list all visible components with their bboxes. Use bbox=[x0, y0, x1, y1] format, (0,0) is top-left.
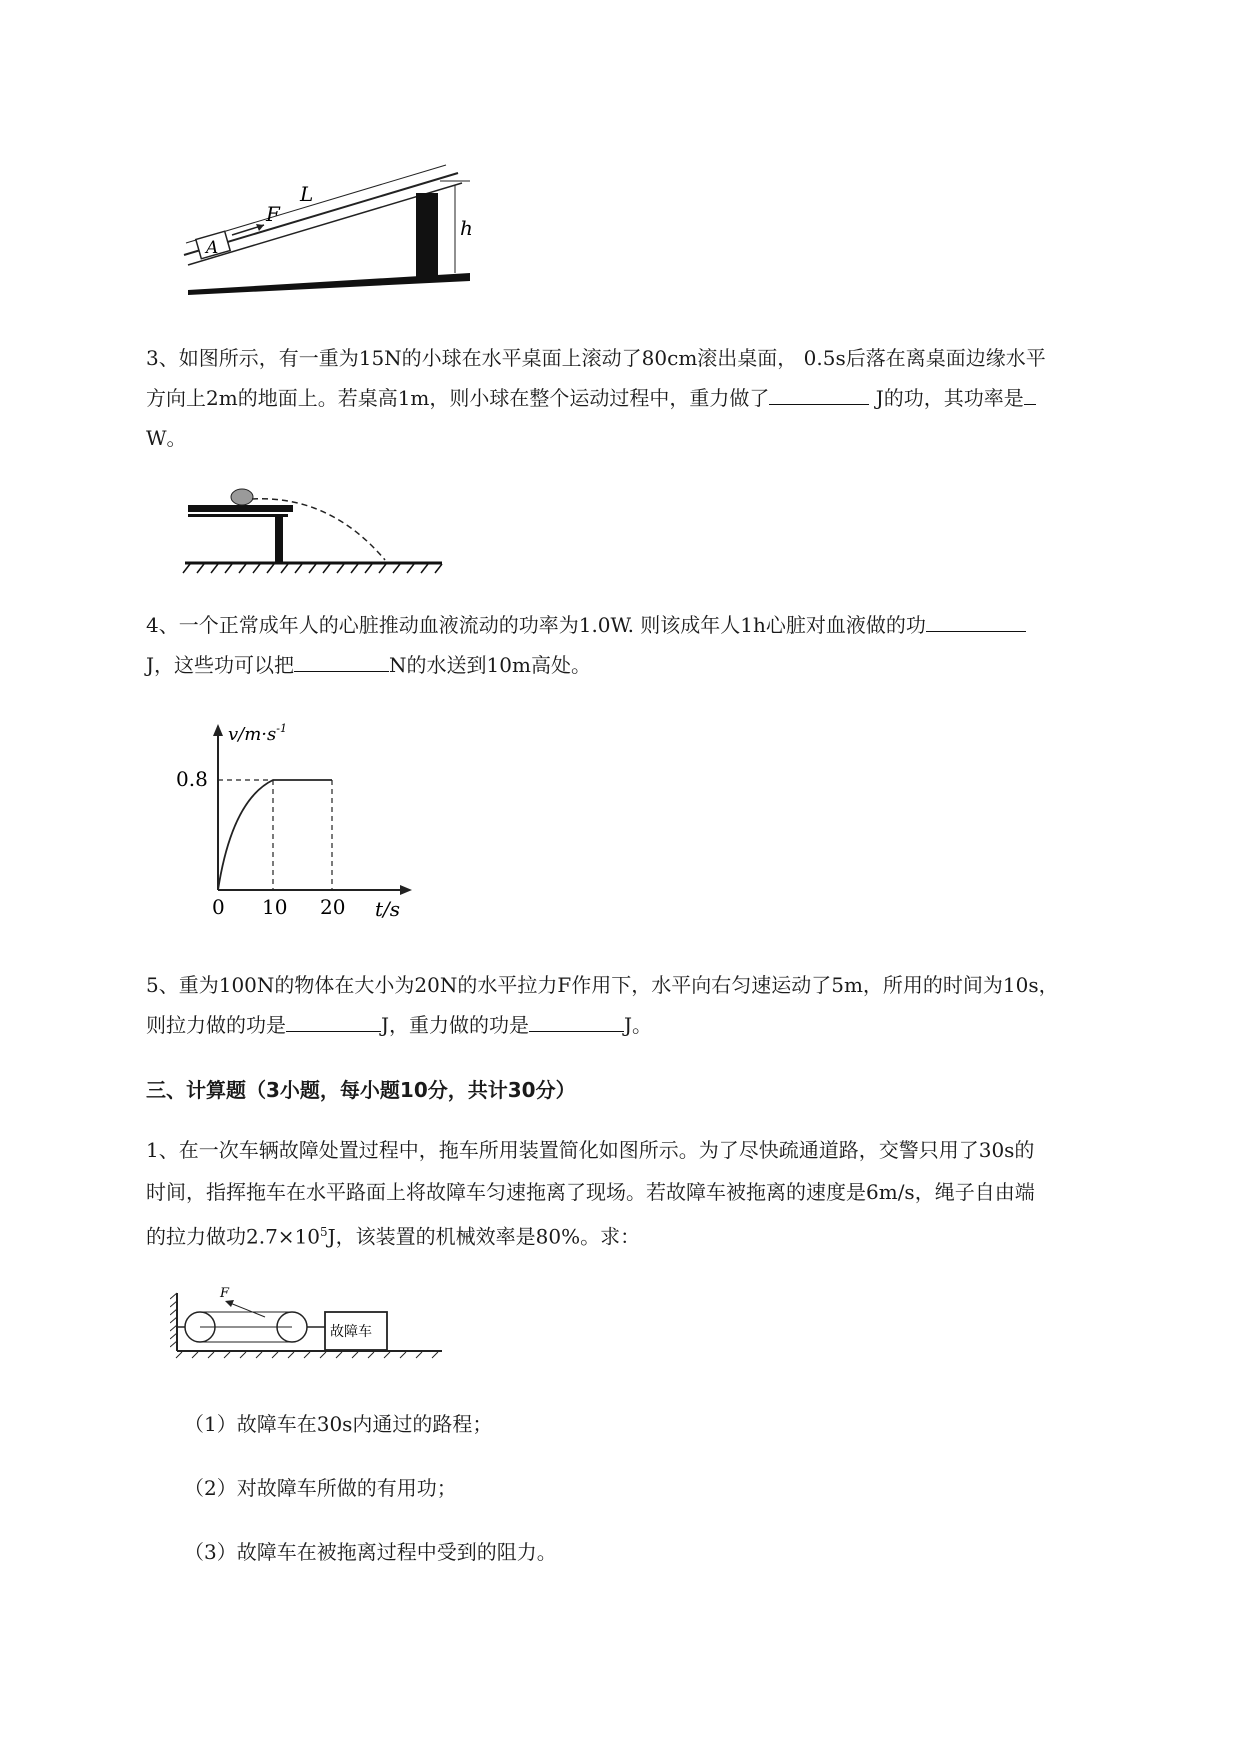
q3-line2-text-b: J的功，其功率是 bbox=[869, 386, 1024, 410]
q5-line2 bbox=[146, 1005, 652, 1045]
label-F: F bbox=[266, 202, 280, 226]
y-axis-arrow bbox=[213, 724, 223, 736]
q5-line2-text-a: 则拉力做的功是 bbox=[146, 1013, 286, 1037]
c1-line2: 时间，指挥拖车在水平路面上将故障车匀速拖离了现场。若故障车被拖离的速度是6m/s，绳子自由端 bbox=[146, 1180, 1035, 1204]
q5-line1: 5、重为100N的物体在大小为20N的水平拉力F作用下，水平向右匀速运动了5m，所用的时间为10s， bbox=[146, 973, 1059, 997]
table-top bbox=[188, 505, 293, 512]
q4-line1 bbox=[146, 605, 1026, 645]
force-arrowhead-tow bbox=[225, 1300, 234, 1307]
c1-line3-text-a: 的拉力做功2.7×10 bbox=[146, 1224, 321, 1249]
q5-blank-gravity-work[interactable] bbox=[529, 1009, 624, 1032]
q3-line2 bbox=[146, 378, 1036, 418]
vt-graph-figure bbox=[170, 720, 420, 920]
ground-hatch bbox=[183, 564, 442, 573]
c1-sub2: （2）对故障车所做的有用功； bbox=[184, 1476, 457, 1500]
label-A: A bbox=[206, 238, 219, 258]
q4-line2-text-b: N的水送到10m高处。 bbox=[389, 653, 591, 677]
q3-line3: W。 bbox=[146, 426, 187, 450]
y-tick-08: 0.8 bbox=[176, 767, 208, 791]
table-leg bbox=[275, 515, 283, 562]
q4-line1-text: 4、一个正常成年人的心脏推动血液流动的功率为1.0W. 则该成年人1h心脏对血液做的功 bbox=[146, 613, 926, 637]
x-tick-20: 20 bbox=[320, 895, 346, 919]
q5-line2-text-c: J。 bbox=[624, 1013, 653, 1037]
rope-free-end bbox=[230, 1303, 265, 1317]
incline-figure bbox=[170, 155, 480, 300]
q5-line2-text-b: J，重力做的功是 bbox=[381, 1013, 530, 1037]
velocity-curve bbox=[218, 780, 273, 890]
x-axis-arrow bbox=[400, 885, 412, 895]
tow-force-label: F bbox=[220, 1286, 230, 1301]
c1-line3 bbox=[146, 1212, 640, 1257]
c1-line3-text-b: J，该装置的机械效率是80%。求： bbox=[327, 1224, 641, 1249]
label-h: h bbox=[460, 216, 473, 240]
q3-line1: 3、如图所示，有一重为15N的小球在水平桌面上滚动了80cm滚出桌面， 0.5s后落在离桌面边缘水平 bbox=[146, 346, 1046, 370]
section3-title: 三、计算题（3小题，每小题10分，共计30分） bbox=[146, 1078, 576, 1102]
x-axis-label: t/s bbox=[375, 897, 401, 920]
ball bbox=[231, 489, 253, 505]
y-axis-label: $v/m\cdot s^{-1}$ bbox=[228, 722, 287, 745]
c1-line1: 1、在一次车辆故障处置过程中，拖车所用装置简化如图所示。为了尽快疏通道路，交警只用了30s的 bbox=[146, 1138, 1035, 1162]
q4-blank-weight[interactable] bbox=[294, 649, 389, 672]
wall-hatch bbox=[170, 1293, 177, 1347]
incline-support bbox=[416, 193, 438, 279]
table-ball-figure bbox=[180, 485, 450, 575]
q4-line2 bbox=[146, 645, 591, 685]
c1-sub1: （1）故障车在30s内通过的路程； bbox=[184, 1412, 493, 1436]
q4-blank-work[interactable] bbox=[926, 609, 1026, 632]
table-top-lower bbox=[188, 514, 288, 517]
road-hatch bbox=[176, 1352, 438, 1358]
q3-blank-work[interactable] bbox=[769, 382, 869, 405]
tow-figure bbox=[170, 1285, 445, 1360]
q5-blank-pull-work[interactable] bbox=[286, 1009, 381, 1032]
label-L: L bbox=[300, 182, 314, 206]
x-tick-10: 10 bbox=[262, 895, 288, 919]
c1-line3-exp: 5 bbox=[320, 1225, 328, 1239]
q3-blank-power[interactable] bbox=[1024, 382, 1036, 405]
x-tick-0: 0 bbox=[212, 895, 225, 919]
q4-line2-text-a: J，这些功可以把 bbox=[146, 653, 295, 677]
c1-sub3: （3）故障车在被拖离过程中受到的阻力。 bbox=[184, 1540, 557, 1564]
q3-line2-text-a: 方向上2m的地面上。若桌高1m，则小球在整个运动过程中，重力做了 bbox=[146, 386, 770, 410]
broken-car-label: 故障车 bbox=[330, 1324, 372, 1340]
